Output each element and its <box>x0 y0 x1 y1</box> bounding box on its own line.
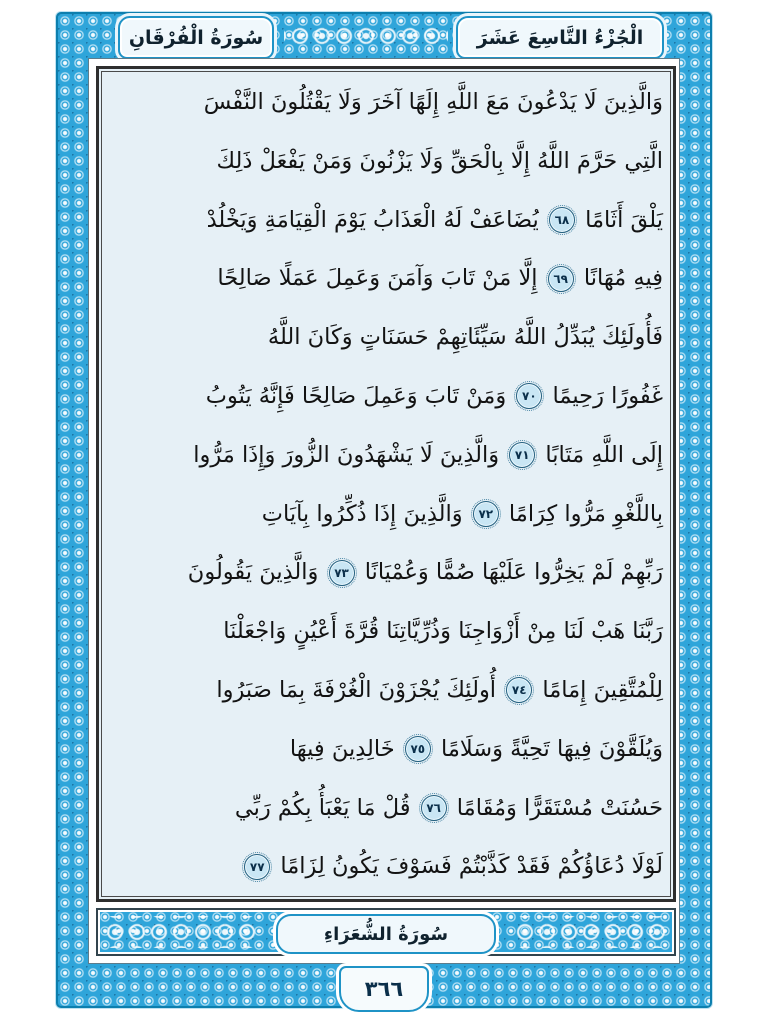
verse-number: ٧١ <box>514 448 530 463</box>
verse-number: ٧٣ <box>334 565 349 580</box>
verse-number-medallion <box>329 560 355 586</box>
verse-number: ٧٧ <box>249 859 265 874</box>
verse-number-medallion <box>549 207 575 233</box>
quran-line: رَبَّنَا هَبْ لَنَا مِنْ أَزْوَاجِنَا وَذُرِّيَّاتِنَا قُرَّةَ أَعْيُنٍ وَاجْعَلْنَا <box>223 618 663 645</box>
verse-number: ٧٠ <box>522 389 537 404</box>
quran-line: حَسُنَتْ مُسْتَقَرًّا وَمُقَامًا ٧٦ قُلْ مَا يَعْبَأُ بِكُمْ رَبِّي <box>234 794 663 821</box>
verse-number: ٧٥ <box>410 742 426 757</box>
next-surah-label: سُورَةُ الشُّعَرَاءِ <box>323 923 449 945</box>
verse-number: ٧٢ <box>478 507 494 522</box>
surah-name-label: سُورَةُ الْفُرْقَانِ <box>128 26 264 49</box>
quran-line: بِاللَّغْوِ مَرُّوا كِرَامًا ٧٢ وَالَّذِينَ إِذَا ذُكِّرُوا بِآيَاتِ <box>261 500 663 527</box>
quran-line: فَأُولَئِكَ يُبَدِّلُ اللَّهُ سَيِّئَاتِهِمْ حَسَنَاتٍ وَكَانَ اللَّهُ <box>267 324 663 351</box>
quran-text-panel <box>96 66 676 902</box>
next-surah-banner <box>96 908 676 956</box>
quran-line: الَّتِي حَرَّمَ اللَّهُ إِلَّا بِالْحَقِّ وَلَا يَزْنُونَ وَمَنْ يَفْعَلْ ذَلِكَ <box>216 147 663 174</box>
next-surah-cartouche <box>276 914 496 954</box>
verse-number-medallion <box>421 795 447 821</box>
banner-ornament-left <box>106 916 256 948</box>
verse-number-medallion <box>405 736 431 762</box>
verse-number: ٧٦ <box>426 801 441 816</box>
verse-number-medallion <box>473 501 499 527</box>
verse-number: ٧٤ <box>511 683 527 698</box>
quran-line: فِيهِ مُهَانًا ٦٩ إِلَّا مَنْ تَابَ وَآمَنَ وَعَمِلَ عَمَلًا صَالِحًا <box>217 265 663 292</box>
page-number-cartouche <box>339 966 429 1012</box>
surah-name-cartouche <box>118 16 274 59</box>
verse-number-medallion <box>548 266 574 292</box>
verse-number-medallion <box>244 854 270 880</box>
verse-number-medallion <box>509 442 535 468</box>
verse-number: ٦٨ <box>554 213 570 228</box>
quran-line: وَالَّذِينَ لَا يَدْعُونَ مَعَ اللَّهِ إِلَهًا آخَرَ وَلَا يَقْتُلُونَ النَّفْسَ <box>203 89 663 115</box>
quran-line: رَبِّهِمْ لَمْ يَخِرُّوا عَلَيْهَا صُمًّا وَعُمْيَانًا ٧٣ وَالَّذِينَ يَقُولُونَ <box>187 559 663 586</box>
page-number: ٣٦٦ <box>364 977 404 1001</box>
verse-number-medallion <box>516 383 542 409</box>
juz-name-label: الْجُزْءُ التَّاسِعَ عَشَرَ <box>476 26 644 49</box>
quran-line: غَفُورًا رَحِيمًا ٧٠ وَمَنْ تَابَ وَعَمِلَ صَالِحًا فَإِنَّهُ يَتُوبُ <box>205 382 663 409</box>
quran-text-lines <box>109 73 663 895</box>
quran-line: يَلْقَ أَثَامًا ٦٨ يُضَاعَفْ لَهُ الْعَذَابُ يَوْمَ الْقِيَامَةِ وَيَخْلُدْ <box>206 206 663 233</box>
quran-line: إِلَى اللَّهِ مَتَابًا ٧١ وَالَّذِينَ لَا يَشْهَدُونَ الزُّورَ وَإِذَا مَرُّوا <box>193 441 663 468</box>
verse-number-medallion <box>506 677 532 703</box>
header-ornament-chain <box>284 23 448 49</box>
quran-line: لِلْمُتَّقِينَ إِمَامًا ٧٤ أُولَئِكَ يُجْزَوْنَ الْغُرْفَةَ بِمَا صَبَرُوا <box>216 676 663 703</box>
verse-number: ٦٩ <box>553 271 569 286</box>
banner-ornament-right <box>516 916 666 948</box>
quran-line: وَيُلَقَّوْنَ فِيهَا تَحِيَّةً وَسَلَامًا ٧٥ خَالِدِينَ فِيهَا <box>289 735 663 762</box>
quran-line: لَوْلَا دُعَاؤُكُمْ فَقَدْ كَذَّبْتُمْ فَسَوْفَ يَكُونُ لِزَامًا ٧٧ <box>109 837 663 896</box>
juz-name-cartouche <box>456 16 664 59</box>
